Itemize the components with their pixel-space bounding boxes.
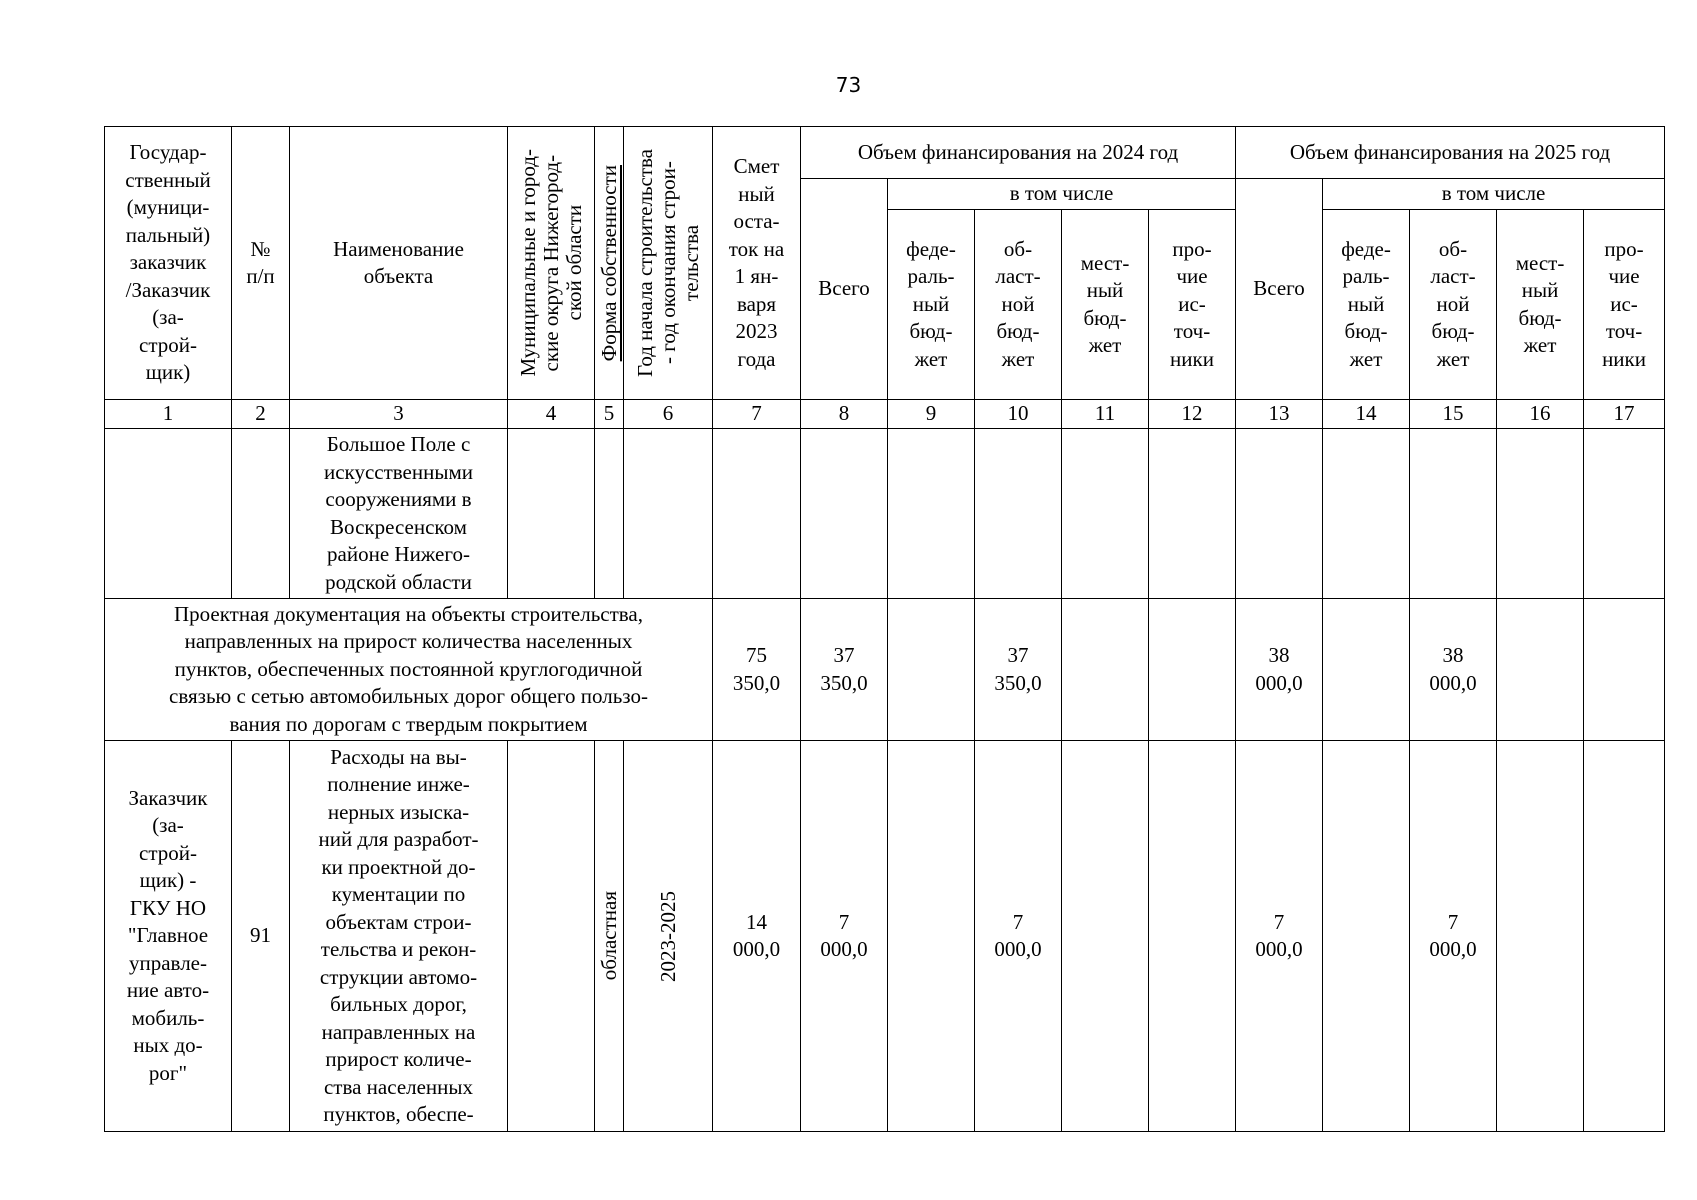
item-number: 91 [232, 741, 290, 1132]
column-number: 16 [1497, 400, 1584, 429]
header-ownership-text: Форма собственности [596, 164, 621, 362]
header-other-2024: про- чие ис- точ- ники [1149, 210, 1236, 400]
header-local-2025: мест- ный бюд- жет [1497, 210, 1584, 400]
header-federal-2025: феде- раль- ный бюд- жет [1323, 210, 1410, 400]
column-number: 3 [290, 400, 508, 429]
section-regional-2025: 38 000,0 [1410, 599, 1497, 741]
section-title: Проектная документация на объекты строительства, направленных на прирост количества населенных пунктов, обеспеченных постоянной круглогодичной связью с сетью автомобильных дорог общего пользо- вания по дорогам с твердым покрытием [105, 599, 713, 741]
object-name-cell: Большое Поле с искусственными сооружениями в Воскресенском районе Нижего- родской области [290, 429, 508, 599]
financing-table [104, 126, 1665, 1132]
column-number: 13 [1236, 400, 1323, 429]
item-estimate: 14 000,0 [713, 741, 801, 1132]
column-number: 17 [1584, 400, 1665, 429]
item-customer: Заказчик (за- строй- щик) - ГКУ НО "Главное управле- ние авто- мобиль- ных до- рог" [105, 741, 232, 1132]
column-number: 4 [508, 400, 595, 429]
header-regional-2025: об- ласт- ной бюд- жет [1410, 210, 1497, 400]
section-total-2025: 38 000,0 [1236, 599, 1323, 741]
page-number: 73 [835, 73, 862, 97]
column-number: 6 [624, 400, 713, 429]
column-number: 12 [1149, 400, 1236, 429]
item-total-2025: 7 000,0 [1236, 741, 1323, 1132]
header-object-name: Наименование объекта [290, 127, 508, 400]
item-ownership: областная [595, 741, 624, 1132]
column-number: 8 [801, 400, 888, 429]
header-including-2025: в том числе [1323, 179, 1665, 210]
header-fin-2024: Объем финансирования на 2024 год [801, 127, 1236, 179]
header-customer [105, 127, 232, 400]
column-number: 15 [1410, 400, 1497, 429]
header-fin-2025: Объем финансирования на 2025 год [1236, 127, 1665, 179]
table-row-continuation [105, 429, 1665, 599]
header-customer-text: Государ- ственный (муници- пальный) заказчик /Заказчик (за- строй- щик) [125, 140, 211, 385]
item-regional-2025: 7 000,0 [1410, 741, 1497, 1132]
header-years-text: Год начала строительства - год окончания строи- тельства [632, 149, 703, 377]
section-regional-2024: 37 350,0 [975, 599, 1062, 741]
column-number: 14 [1323, 400, 1410, 429]
column-number-row [105, 400, 1665, 429]
header-years [624, 127, 713, 400]
item-object-name: Расходы на вы- полнение инже- нерных изыска- ний для разработ- ки проектной до- кументации по объектам строи- тельства и рекон- струкции автомо- бильных дорог, направленных на прирост количе- ства населенных пунктов, обеспе- [290, 741, 508, 1132]
header-ownership [595, 127, 624, 400]
header-total-2025: Всего [1236, 179, 1323, 400]
item-years: 2023-2025 [624, 741, 713, 1132]
section-estimate: 75 350,0 [713, 599, 801, 741]
table-row-item [105, 741, 1665, 1132]
column-number: 11 [1062, 400, 1149, 429]
header-including-2024: в том числе [888, 179, 1236, 210]
header-federal-2024: феде- раль- ный бюд- жет [888, 210, 975, 400]
column-number: 7 [713, 400, 801, 429]
column-number: 10 [975, 400, 1062, 429]
header-regional-2024: об- ласт- ной бюд- жет [975, 210, 1062, 400]
header-total-2024: Всего [801, 179, 888, 400]
header-local-2024: мест- ный бюд- жет [1062, 210, 1149, 400]
item-regional-2024: 7 000,0 [975, 741, 1062, 1132]
section-total-2024: 37 350,0 [801, 599, 888, 741]
column-number: 5 [595, 400, 624, 429]
table-row-section [105, 599, 1665, 741]
header-number: № п/п [232, 127, 290, 400]
header-municipality [508, 127, 595, 400]
column-number: 1 [105, 400, 232, 429]
header-row [105, 127, 1665, 179]
column-number: 2 [232, 400, 290, 429]
header-other-2025: про- чие ис- точ- ники [1584, 210, 1665, 400]
item-total-2024: 7 000,0 [801, 741, 888, 1132]
column-number: 9 [888, 400, 975, 429]
header-municipality-text: Муниципальные и город- ские округа Нижегород- ской области [515, 149, 586, 377]
header-estimate: Смет ный оста- ток на 1 ян- варя 2023 года [713, 127, 801, 400]
